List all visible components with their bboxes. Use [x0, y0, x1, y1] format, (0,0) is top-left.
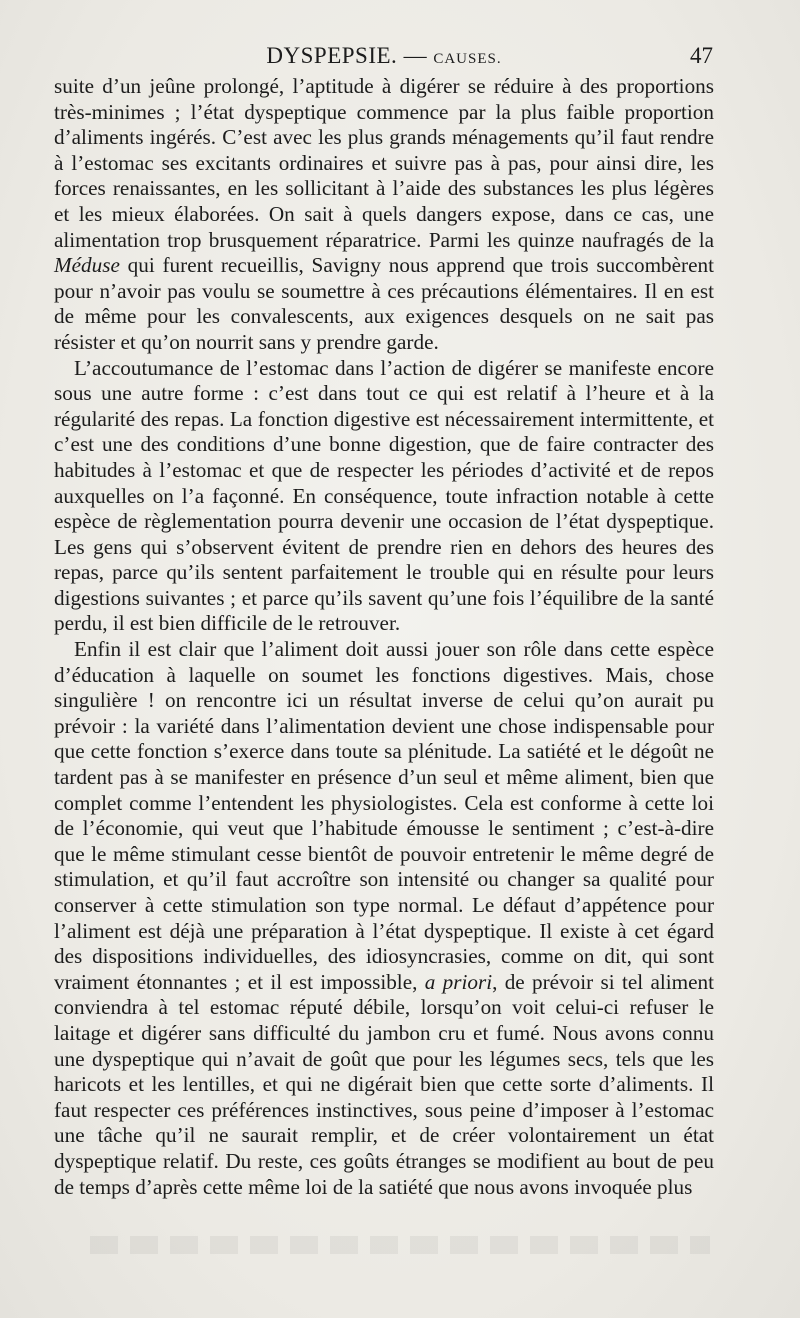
paragraph: [54, 637, 714, 1200]
running-title-separator: —: [397, 43, 434, 68]
italic-term: Méduse: [54, 253, 120, 278]
text-run: qui furent recueillis, Savigny nous apprend que trois succombèrent pour n’avoir pas voulu se soumettre à ces précautions élémentaires. Il en est de même pour les convalescents, aux exigences desquels on ne sait pas résister et qu’on nourrit sans y prendre garde.: [54, 253, 714, 354]
text-run: , de prévoir si tel aliment conviendra à tel estomac réputé débile, lorsqu’on voit celui-ci refuser le laitage et digérer sans difficulté du jambon cru et fumé. Nous avons connu une dyspeptique qui n’avait de goût que pour les légumes secs, tels que les haricots et les lentilles, et qui ne digérait bien que cette sorte d’aliments. Il faut respecter ces préférences instinctives, sous peine d’imposer à l’estomac une tâche qu’il ne saurait remplir, et de créer volontairement un état dyspeptique relatif. Du reste, ces goûts étranges se modifient au bout de peu de temps d’après cette même loi de la satiété que nous avons invoquée plus: [54, 969, 714, 1199]
paragraph: [54, 74, 714, 356]
text-run: L’accoutumance de l’estomac dans l’action de digérer se manifeste encore sous une autre forme : c’est dans tout ce qui est relatif à l’heure et à la régularité des repas. La fonction digestive est nécessairement intermittente, et c’est une des conditions d’une bonne digestion, que de faire contracter des habitudes à l’estomac et que de respecter les périodes d’activité et de repos auxquelles on l’a façonné. En conséquence, toute infraction notable à cette espèce de règlementation pourra devenir une occasion de l’état dyspeptique. Les gens qui s’observent évitent de prendre rien en dehors des heures des repas, parce qu’ils sentent parfaitement le trouble qui en résulte pour leurs digestions suivantes ; et parce qu’ils savent qu’une fois l’équilibre de la santé perdu, il est bien difficile de le retrouver.: [54, 355, 714, 636]
body-text: [54, 74, 714, 1200]
show-through-text: [90, 1236, 710, 1254]
text-run: Enfin il est clair que l’aliment doit aussi jouer son rôle dans cette espèce d’éducation à laquelle on soumet les fonctions digestives. Mais, chose singulière ! on rencontre ici un résultat inverse de celui qu’on aurait pu prévoir : la variété dans l’alimentation devient une chose indispensable pour que cette fonction s’exerce dans toute sa plénitude. La satiété et le dégoût ne tardent pas à se manifester en présence d’un seul et même aliment, bien que complet comme l’entendent les physiologistes. Cela est conforme à cette loi de l’économie, qui veut que l’habitude émousse le sentiment ; c’est-à-dire que le même stimulant cesse bientôt de pouvoir entretenir le même degré de stimulation, et qu’il faut accroître son intensité ou changer sa qualité pour conserver à cette stimulation son type normal. Le défaut d’appétence pour l’aliment est déjà une préparation à l’état dyspeptique. Il existe à cet égard des dispositions individuelles, des idiosyncrasies, comme on dit, qui sont vraiment étonnantes ; et il est impossible,: [54, 637, 714, 994]
running-title-main: DYSPEPSIE.: [266, 43, 398, 68]
page-number: 47: [690, 43, 713, 68]
running-head: [55, 40, 713, 72]
paragraph: [54, 356, 714, 638]
running-title-section: CAUSES.: [433, 51, 502, 67]
text-run: suite d’un jeûne prolongé, l’aptitude à digérer se réduire à des proportions très-minimes ; l’état dyspeptique commence par la plus faible proportion d’aliments ingérés. C’est avec les plus grands ménagements qu’il faut rendre à l’estomac ses excitants ordinaires et suivre pas à pas, pour ainsi dire, les forces renaissantes, en les sollicitant à l’aide des substances les plus légères et les mieux élaborées. On sait à quels dangers expose, dans ce cas, une alimentation trop brusquement réparatrice. Parmi les quinze naufragés de la: [54, 74, 714, 252]
italic-term: a priori: [424, 969, 493, 994]
running-title: [55, 40, 713, 75]
